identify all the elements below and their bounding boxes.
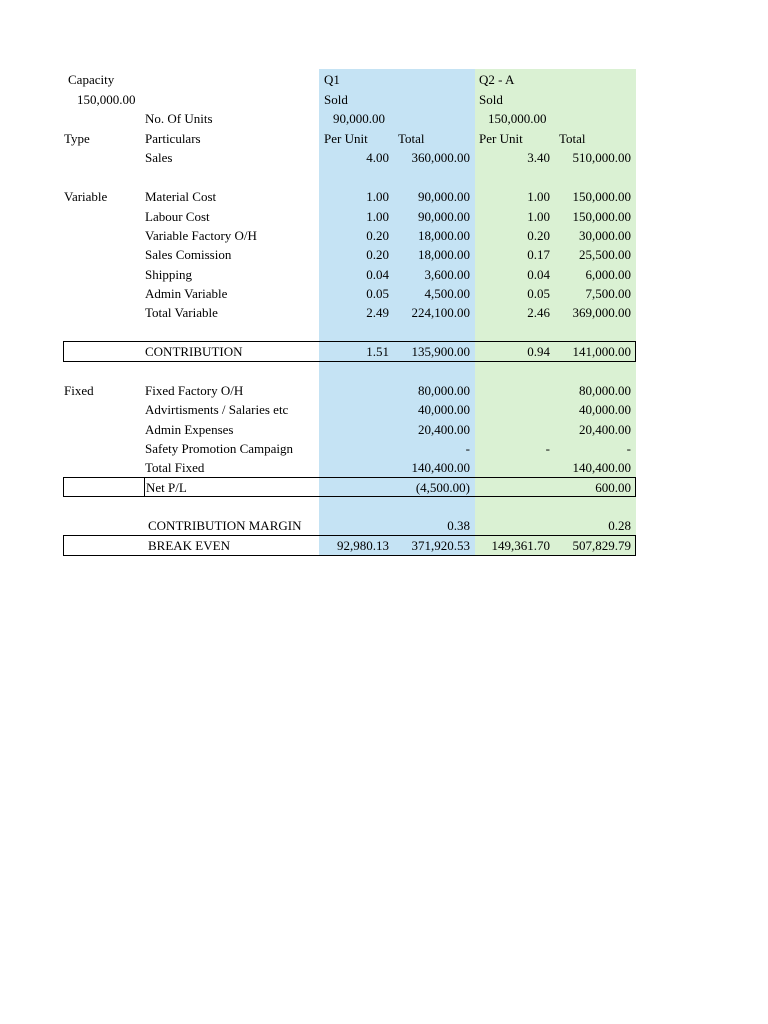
units-label: No. Of Units [145,111,213,126]
q2-total-cell: 369,000.00 [572,305,631,320]
q2-sold-label: Sold [479,92,503,107]
q2-per-unit-cell: 149,361.70 [491,538,550,553]
q2-total-cell: 600.00 [595,480,631,495]
q1-total-cell: 90,000.00 [418,209,470,224]
q1-per-unit-cell: 0.20 [366,247,389,262]
q2-per-unit-cell: 0.17 [527,247,550,262]
q1-total-header: Total [398,131,425,146]
q1-per-unit-cell [319,480,389,496]
q2-total-cell: 0.28 [608,518,631,533]
row-particular: Advirtisments / Salaries etc [145,402,289,417]
q1-per-unit-cell: 2.49 [366,305,389,320]
q1-per-unit-cell: 0.05 [366,286,389,301]
row-particular: Admin Variable [145,286,228,301]
q2-sold-value: 150,000.00 [488,111,547,126]
q2-total-cell: - [626,441,631,456]
row-particular: Fixed Factory O/H [145,383,244,398]
q2-total-cell: 30,000.00 [579,228,631,243]
q1-per-unit-cell [319,460,389,476]
q1-per-unit-cell: 1.00 [366,189,389,204]
q1-per-unit-cell: 92,980.13 [337,538,389,553]
row-particular: Variable Factory O/H [145,228,257,243]
q2-per-unit-cell: 3.40 [527,150,550,165]
q2-total-cell: 20,400.00 [579,422,631,437]
row-particular: Sales Comission [145,247,232,262]
row-particular: BREAK EVEN [148,538,230,553]
q2-total-cell: 141,000.00 [572,344,631,359]
row-particular: Shipping [145,267,192,282]
q2-per-unit-cell: 0.94 [527,344,550,359]
q1-title: Q1 [324,72,340,87]
q1-total-cell: (4,500.00) [415,480,470,495]
q1-total-cell: 360,000.00 [411,150,470,165]
q1-total-cell: 0.38 [447,518,470,533]
q1-per-unit-cell [319,441,389,457]
row-particular: Material Cost [145,189,217,204]
q1-sold-value: 90,000.00 [333,111,385,126]
row-particular: CONTRIBUTION [145,344,243,359]
q2-total-cell: 40,000.00 [579,402,631,417]
q2-per-unit-cell: 1.00 [527,189,550,204]
row-particular: Sales [145,150,173,165]
q2-per-unit-cell: - [545,441,550,456]
q1-per-unit-cell [319,402,389,418]
q2-per-unit-cell: 0.04 [527,267,550,282]
q2-per-unit-cell: 1.00 [527,209,550,224]
row-particular: Net P/L [146,480,187,495]
capacity-value: 150,000.00 [77,92,136,107]
particulars-header: Particulars [145,131,201,146]
q2-total-cell: 6,000.00 [585,267,631,282]
q1-per-unit-cell: 0.20 [366,228,389,243]
q1-total-cell: 135,900.00 [411,344,470,359]
q2-total-cell: 510,000.00 [572,150,631,165]
q2-per-unit-cell: 0.20 [527,228,550,243]
q1-total-cell: 80,000.00 [418,383,470,398]
q1-per-unit-cell [319,422,389,438]
q2-per-unit-header: Per Unit [479,131,523,146]
q1-total-cell: - [465,441,470,456]
q1-total-cell: 224,100.00 [411,305,470,320]
q2-total-cell: 25,500.00 [579,247,631,262]
q2-total-cell: 150,000.00 [572,209,631,224]
q2-per-unit-cell [475,480,550,496]
row-particular: CONTRIBUTION MARGIN [148,518,302,533]
q1-per-unit-cell: 0.04 [366,267,389,282]
capacity-label: Capacity [68,72,115,87]
q1-total-cell: 140,400.00 [411,460,470,475]
q2-per-unit-cell [475,383,550,399]
q1-total-cell: 371,920.53 [411,538,470,553]
q2-per-unit-cell: 2.46 [527,305,550,320]
q2-total-cell: 80,000.00 [579,383,631,398]
q1-total-cell: 18,000.00 [418,228,470,243]
q1-total-cell: 4,500.00 [424,286,470,301]
q1-per-unit-header: Per Unit [324,131,368,146]
row-particular: Labour Cost [145,209,210,224]
q1-total-cell: 20,400.00 [418,422,470,437]
row-particular: Total Fixed [145,460,205,475]
q2-per-unit-cell [475,422,550,438]
q2-title: Q2 - A [479,72,515,87]
row-particular: Admin Expenses [145,422,234,437]
q1-sold-label: Sold [324,92,348,107]
q1-per-unit-cell [319,518,389,534]
q1-total-cell: 90,000.00 [418,189,470,204]
q1-total-cell: 18,000.00 [418,247,470,262]
q1-per-unit-cell [319,383,389,399]
q1-per-unit-cell: 1.00 [366,209,389,224]
q2-total-cell: 507,829.79 [572,538,631,553]
row-type: Fixed [64,383,94,398]
q2-per-unit-cell [475,402,550,418]
q1-per-unit-cell: 1.51 [366,344,389,359]
q1-per-unit-cell: 4.00 [366,150,389,165]
q2-total-cell: 150,000.00 [572,189,631,204]
row-type: Variable [64,189,108,204]
q1-total-cell: 40,000.00 [418,402,470,417]
row-particular: Total Variable [145,305,218,320]
type-header: Type [64,131,90,146]
q2-total-cell: 7,500.00 [585,286,631,301]
q2-total-cell: 140,400.00 [572,460,631,475]
row-particular: Safety Promotion Campaign [145,441,294,456]
q1-total-cell: 3,600.00 [424,267,470,282]
q2-per-unit-cell: 0.05 [527,286,550,301]
q2-per-unit-cell [475,460,550,476]
q2-per-unit-cell [475,518,550,534]
q2-total-header: Total [559,131,586,146]
